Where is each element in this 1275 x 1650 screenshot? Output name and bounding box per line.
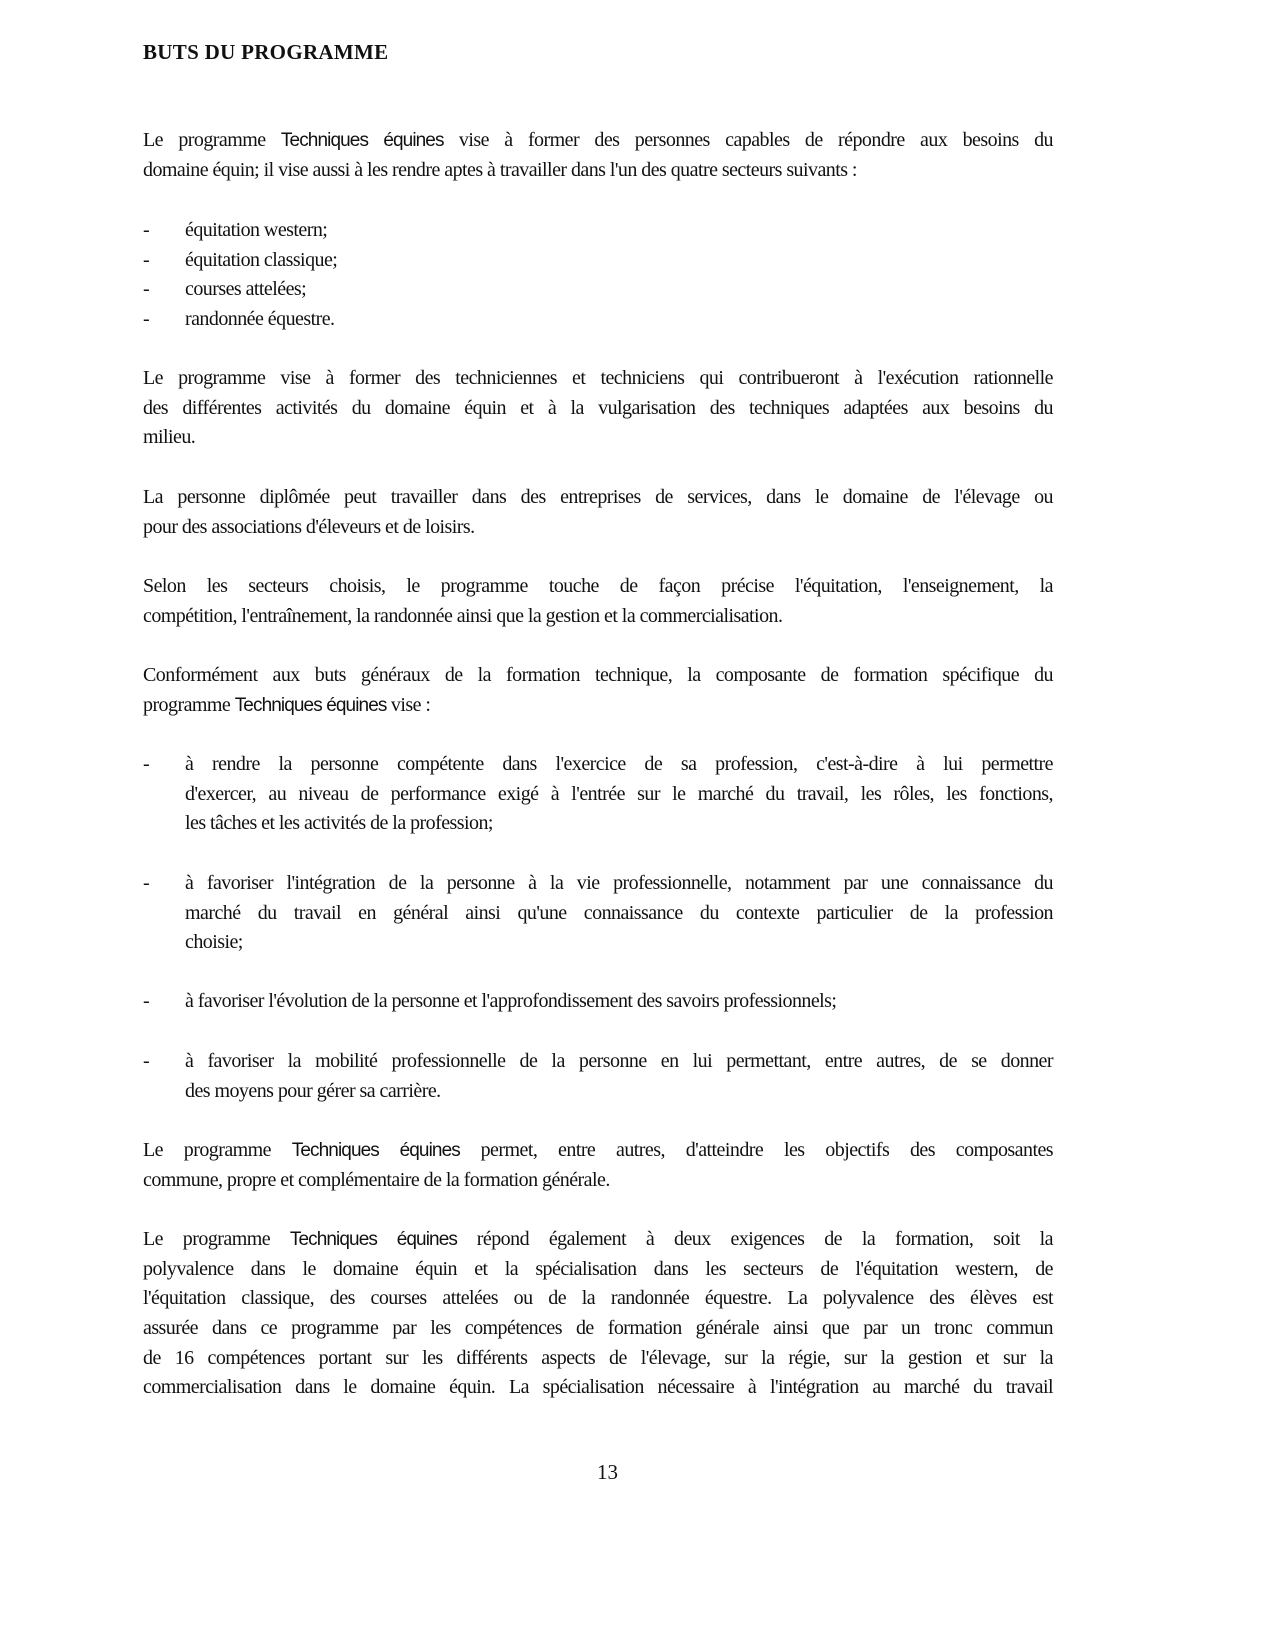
text-segment: vise à former des personnes capables de répondre aux besoins du (443, 129, 1053, 151)
text-line (143, 126, 1053, 156)
text-line: randonnée équestre. (185, 308, 335, 330)
bullet-dash: - (143, 249, 150, 271)
program-name: Techniques équines (280, 130, 444, 151)
bullet-item (143, 987, 1053, 1017)
program-name: Techniques équines (289, 1229, 457, 1250)
text-line (143, 1136, 1053, 1166)
section-heading: BUTS DU PROGRAMME (143, 40, 389, 64)
bullet-dash: - (143, 1050, 150, 1072)
text-segment: Le programme (143, 1139, 292, 1161)
text-segment: vise : (386, 693, 431, 716)
bullet-item (143, 216, 1053, 246)
page-number: 13 (597, 1460, 618, 1484)
text-line: Selon les secteurs choisis, le programme touche de façon précise l'équitation, l'enseignement, la (143, 575, 1053, 597)
text-line: pour des associations d'éleveurs et de loisirs. (143, 515, 475, 538)
paragraph (143, 126, 1053, 185)
program-name: Techniques équines (291, 1140, 460, 1161)
text-line: compétition, l'entraînement, la randonnée ainsi que la gestion et la commercialisation. (143, 604, 783, 627)
text-line: des différentes activités du domaine équin et à la vulgarisation des techniques adaptées aux besoins du (143, 396, 1053, 419)
bullet-dash: - (143, 219, 150, 241)
text-segment: répond également à deux exigences de la formation, soit la (456, 1228, 1053, 1250)
text-line: assurée dans ce programme par les compétences de formation générale ainsi que par un tronc commun (143, 1317, 1053, 1340)
paragraph (143, 661, 1053, 720)
bullet-item (143, 275, 1053, 305)
text-line (143, 691, 1053, 721)
bullet-dash: - (143, 990, 150, 1012)
paragraph (143, 572, 1053, 631)
text-line: commercialisation dans le domaine équin. La spécialisation nécessaire à l'intégration au marché du travail (143, 1376, 1053, 1399)
text-line: polyvalence dans le domaine équin et la spécialisation dans les secteurs de l'équitation western, de (143, 1257, 1053, 1280)
text-line: des moyens pour gérer sa carrière. (185, 1079, 441, 1102)
text-line: d'exercer, au niveau de performance exigé à l'entrée sur le marché du travail, les rôles, les fonctions, (185, 782, 1053, 805)
text-line: milieu. (143, 426, 196, 449)
paragraph (143, 364, 1053, 453)
text-line: marché du travail en général ainsi qu'une connaissance du contexte particulier de la profession (185, 901, 1053, 924)
text-line: l'équitation classique, des courses attelées ou de la randonnée équestre. La polyvalence des élèves est (143, 1287, 1053, 1310)
text-line: à favoriser l'évolution de la personne et l'approfondissement des savoirs professionnels; (185, 990, 837, 1012)
text-line (143, 1225, 1053, 1255)
paragraph (143, 1225, 1053, 1403)
bullet-item (143, 750, 1053, 839)
text-segment: Le programme (143, 129, 281, 151)
bullet-dash: - (143, 872, 150, 894)
paragraph (143, 1136, 1053, 1195)
text-line: commune, propre et complémentaire de la formation générale. (143, 1168, 610, 1191)
text-line: courses attelées; (185, 278, 307, 300)
text-segment: programme (143, 693, 235, 716)
text-line: Conformément aux buts généraux de la formation technique, la composante de formation spécifique du (143, 664, 1053, 686)
text-line: à favoriser l'intégration de la personne à la vie professionnelle, notamment par une connaissance du (185, 872, 1053, 894)
text-line: les tâches et les activités de la profession; (185, 812, 493, 835)
text-line: équitation classique; (185, 249, 338, 271)
text-segment: permet, entre autres, d'atteindre les objectifs des composantes (459, 1139, 1054, 1161)
bullet-item (143, 246, 1053, 276)
bullet-item (143, 305, 1053, 335)
text-line: domaine équin; il vise aussi à les rendre aptes à travailler dans l'un des quatre secteurs suivants : (143, 158, 857, 181)
text-line: à favoriser la mobilité professionnelle de la personne en lui permettant, entre autres, de se donner (185, 1050, 1053, 1072)
bullet-item (143, 869, 1053, 958)
text-line: choisie; (185, 931, 243, 954)
text-line: de 16 compétences portant sur les différents aspects de l'élevage, sur la régie, sur la gestion et sur la (143, 1346, 1053, 1369)
text-segment: Le programme (143, 1228, 290, 1250)
text-line: à rendre la personne compétente dans l'exercice de sa profession, c'est-à-dire à lui permettre (185, 753, 1053, 775)
program-name: Techniques équines (234, 694, 387, 716)
text-line: Le programme vise à former des techniciennes et techniciens qui contribueront à l'exécution rationnelle (143, 367, 1053, 389)
bullet-dash: - (143, 308, 150, 330)
bullet-item (143, 1047, 1053, 1106)
text-line: La personne diplômée peut travailler dans des entreprises de services, dans le domaine de l'élevage ou (143, 486, 1053, 508)
bullet-dash: - (143, 278, 150, 300)
paragraph (143, 483, 1053, 542)
text-line: équitation western; (185, 219, 328, 241)
bullet-dash: - (143, 753, 150, 775)
